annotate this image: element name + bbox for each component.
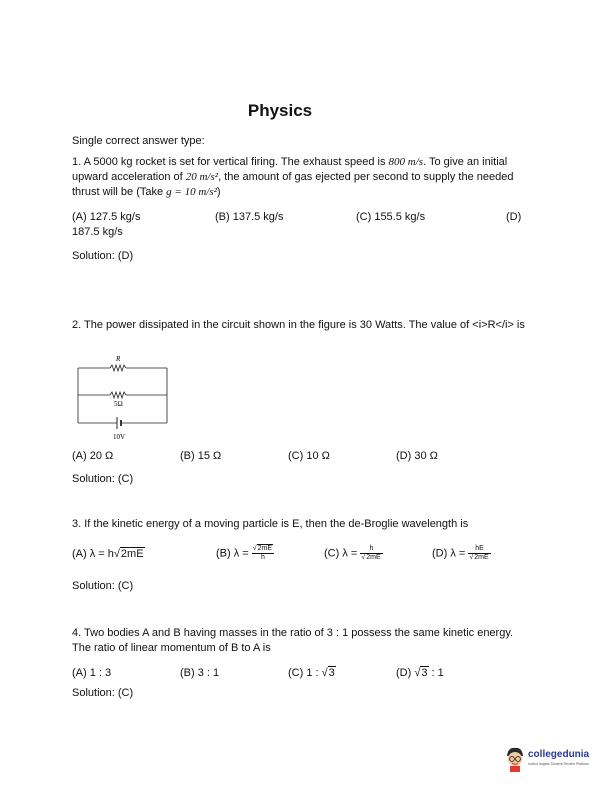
q3-solution: Solution: (C) [72, 580, 134, 592]
question-2-text: 2. The power dissipated in the circuit shown in the figure is 30 Watts. The value of <i>R</i> is [72, 319, 525, 331]
circuit-diagram [72, 352, 172, 442]
q1-option-c: (C) 155.5 kg/s [356, 211, 426, 223]
question-3-text: 3. If the kinetic energy of a moving particle is E, then the de-Broglie wavelength is [72, 518, 469, 530]
q4-option-a: (A) 1 : 3 [72, 667, 112, 679]
q4-option-d: (D) √3 : 1 [396, 667, 444, 679]
q1-option-d-value: 187.5 kg/s [72, 226, 123, 238]
q2-option-a: (A) 20 Ω [72, 450, 114, 462]
q3-option-c: (C) λ = $\frac{h}{√2mE}$ [324, 545, 381, 561]
q1-option-b: (B) 137.5 kg/s [215, 211, 284, 223]
q1-option-d: (D) [506, 211, 522, 223]
resistor-r [110, 365, 126, 371]
q3-option-d: (D) λ = $\frac{hE}{√2mE}$ [432, 545, 489, 561]
q3-option-b: (B) λ = $\frac{√2mE}{h}$ [216, 545, 273, 561]
logo-tagline: India's largest Student Review Platform [528, 762, 589, 766]
resistor-5-ohm [110, 392, 126, 398]
q4-solution: Solution: (C) [72, 687, 134, 699]
page-title: Physics [247, 101, 313, 120]
q4-option-c: (C) 1 : √3 [288, 667, 335, 679]
q2-solution: Solution: (C) [72, 473, 134, 485]
section-label: Single correct answer type: [72, 135, 205, 147]
resistor-r-label: R [116, 355, 121, 363]
q2-option-b: (B) 15 Ω [180, 450, 222, 462]
q3-option-a: (A) λ = h√2mE [72, 548, 144, 560]
mascot-icon [504, 746, 526, 772]
resistor-5-label: 5Ω [114, 400, 123, 408]
battery-label: 10V [113, 433, 126, 441]
q2-option-d: (D) 30 Ω [396, 450, 438, 462]
q1-solution: Solution: (D) [72, 250, 134, 262]
q2-option-c: (C) 10 Ω [288, 450, 330, 462]
q4-option-b: (B) 3 : 1 [180, 667, 220, 679]
question-1-text: 1. A 5000 kg rocket is set for vertical firing. The exhaust speed is 800 m/s. To give an initial upward acceleration of 20 m/s², the amount of gas ejected per second to supply the needed thrust will be (Take g = 10 m/s²) [72, 156, 514, 198]
logo-wordmark: collegedunia [528, 749, 590, 760]
q1-option-a: (A) 127.5 kg/s [72, 211, 141, 223]
collegedunia-logo [504, 743, 610, 777]
question-4-text: 4. Two bodies A and B having masses in the ratio of 3 : 1 possess the same kinetic energy. The ratio of linear momentum of B to A is [72, 627, 514, 654]
